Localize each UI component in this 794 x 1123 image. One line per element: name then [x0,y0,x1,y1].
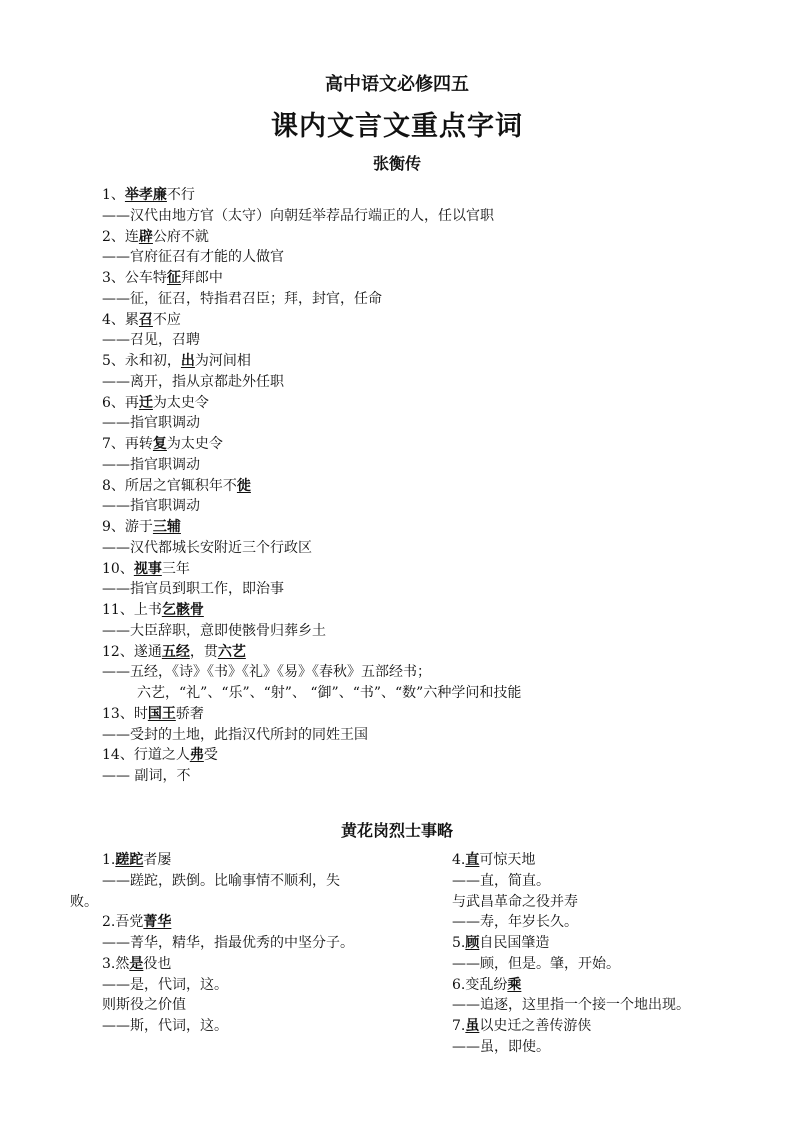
doc-subtitle: 高中语文必修四五 [325,74,469,95]
entry-prefix: 2、连 [102,228,139,245]
entry-term [102,745,742,766]
entry-term: 6.变乱纷乘 [452,976,522,993]
entry-definition: ——指官员到职工作，即治事 [102,581,284,598]
entry-term [102,434,742,455]
key-word: 复 [152,436,167,452]
section-title-zhangheng: 张衡传 [372,154,421,173]
entry-definition: ——汉代由地方官（太守）向朝廷举荐品行端正的人，任以官职 [102,207,494,224]
entry-prefix: 14、行道之人 [102,747,190,764]
entry-term [102,310,742,331]
entry-suffix: 公府不就 [152,228,209,245]
entry-term: 1.蹉跎者屡 [102,852,172,868]
key-word: 虽 [465,1018,480,1034]
entry-prefix: 9、游于 [102,519,153,535]
entry-definition: ——大臣辞职，意即使骸骨归葬乡土 [102,622,326,639]
entry-definition: ——蹉跎，跌倒。比喻事情不顺利，失 [102,872,340,889]
key-word: 是 [129,955,144,972]
entry-definition: ——官府征召有才能的人做官 [102,249,284,266]
entry-term [102,559,742,580]
key-word: 召 [138,311,153,328]
key-word: 迁 [138,394,153,411]
key-word: 三辅 [152,519,181,535]
entry-definition: ——指官职调动 [102,415,200,432]
entry-prefix: 1、 [102,187,125,203]
entry-suffix: 拜郎中 [180,270,223,286]
entry-term: 7.虽以史迁之善传游侠 [452,1018,592,1034]
entry-term: 与武昌革命之役并寿 [452,893,578,910]
entry-prefix: 7、再转 [102,436,153,452]
entry-definition: ——斯，代词，这。 [102,1018,228,1034]
key-word: 菁华 [143,914,172,931]
entry-term [102,476,742,497]
doc-title: 课内文言文重点字词 [271,111,523,142]
entry-prefix: 10、 [102,560,134,577]
key-word: 顾 [465,935,480,951]
entry-term: 3.然是役也 [102,955,172,972]
entry-suffix: 受 [203,747,218,764]
key-word: 征 [166,270,181,286]
key-word: 徙 [236,477,251,494]
key-word: 蹉跎 [115,852,144,868]
entry-definition: ——菁华，精华，指最优秀的中坚分子。 [102,935,354,951]
entry-middle: ，贯 [189,643,218,660]
entry-definition-cont: 败。 [70,893,98,910]
entry-definition-cont: 六艺，“礼”、“乐”、“射”、 “御”、“书”、“数”六种学问和技能 [137,685,522,701]
entry-prefix: 11、上书 [102,602,162,618]
entry-definition: ——直，简直。 [452,872,550,889]
vocab-column-left [70,850,390,1037]
entry-definition: ——寿，年岁长久。 [452,914,578,931]
entry-term [102,227,742,248]
key-word: 乞骸骨 [161,602,204,618]
entry-term [102,393,742,414]
entry-suffix: 不应 [152,311,181,328]
entry-term: 4.直可惊天地 [452,852,536,868]
entry-prefix: 12、遂通 [102,643,162,660]
vocab-list-zhangheng [102,185,742,787]
key-word: 视事 [133,560,162,577]
key-word: 五经 [161,643,190,660]
entry-definition: ——五经，《诗》《书》《礼》《易》《春秋》五部经书； [102,664,431,681]
entry-prefix: 3、公车特 [102,270,167,286]
entry-definition: ——是，代词，这。 [102,976,228,993]
key-word: 直 [465,852,480,868]
entry-term: 2.吾党菁华 [102,914,172,931]
key-word: 国王 [147,705,176,722]
entry-term: 则斯役之价值 [102,997,186,1014]
entry-definition: ——虽，即使。 [452,1038,550,1055]
entry-definition: ——离开，指从京都赴外任职 [102,373,284,390]
key-word: 乘 [507,976,522,993]
entry-suffix: 不行 [166,187,195,203]
entry-suffix: 骄奢 [175,705,204,722]
entry-term [102,351,742,372]
key-word: 六艺 [217,643,246,660]
entry-definition: —— 副词，不 [102,768,191,784]
entry-term: 5.顾自民国肇造 [452,935,550,951]
entry-suffix: 为河间相 [194,353,251,369]
entry-definition: ——召见，召聘 [102,332,200,349]
entry-prefix: 5、永和初， [102,353,181,369]
entry-prefix: 8、所居之官辄积年不 [102,477,237,494]
entry-term [102,704,742,725]
entry-definition: ——受封的土地，此指汉代所封的同姓王国 [102,726,368,743]
entry-prefix: 4、累 [102,311,139,328]
key-word: 弗 [189,747,204,764]
entry-suffix: 三年 [161,560,190,577]
entry-term [102,185,742,206]
entry-prefix: 6、再 [102,394,139,411]
entry-definition: ——顾，但是。肇，开始。 [452,955,620,972]
entry-suffix: 为太史令 [166,436,223,452]
key-word: 出 [180,353,195,369]
entry-term [102,517,742,538]
entry-prefix: 13、时 [102,705,148,722]
entry-term [102,600,742,621]
entry-term [102,268,742,289]
entry-definition: ——征，征召，特指君召臣；拜，封官，任命 [102,290,382,307]
entry-definition: ——指官职调动 [102,498,200,515]
entry-definition: ——追逐，这里指一个接一个地出现。 [452,997,690,1014]
entry-suffix: 为太史令 [152,394,209,411]
key-word: 举孝廉 [124,187,167,203]
section-title-huanghuagang: 黄花岗烈士事略 [340,821,453,840]
entry-term [102,642,742,663]
entry-definition: ——汉代都城长安附近三个行政区 [102,539,312,556]
vocab-column-right [452,850,742,1058]
key-word: 辟 [138,228,153,245]
entry-definition: ——指官职调动 [102,456,200,473]
